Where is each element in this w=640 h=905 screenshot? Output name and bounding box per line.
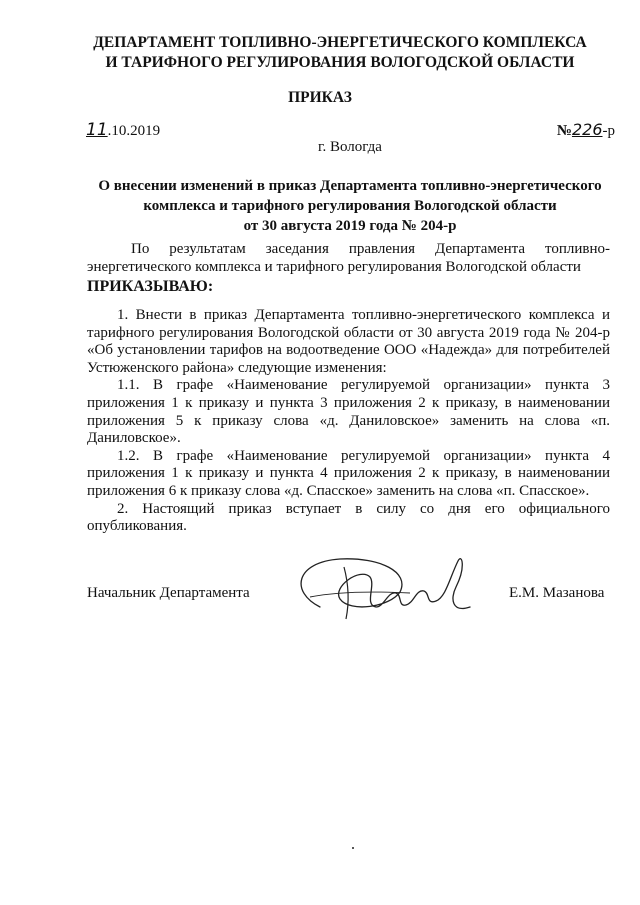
subject-line-2: комплекса и тарифного регулирования Вологодской области <box>143 198 557 214</box>
department-header <box>60 33 620 73</box>
preamble-block <box>87 241 610 296</box>
preamble-text: По результатам заседания правления Департамента топливно-энергетического комплекса и тарифного регулирования Вологодской области <box>87 241 610 275</box>
item-1: 1. Внести в приказ Департамента топливно-энергетического комплекса и тарифного регулирования Вологодской области от 30 августа 2019 года № 204-р «Об установлении тарифов на водоотведение ООО «Надежда» для потребителей Устюженского района» следующие изменения: <box>87 307 610 376</box>
header-line-1: ДЕПАРТАМЕНТ ТОПЛИВНО-ЭНЕРГЕТИЧЕСКОГО КОМПЛЕКСА <box>93 34 587 51</box>
city: г. Вологда <box>318 139 382 155</box>
date-day-handwritten: 11 <box>86 120 108 140</box>
number-handwritten: 226 <box>571 120 603 139</box>
order-items <box>87 307 610 536</box>
signatory-position: Начальник Департамента <box>87 585 250 601</box>
handwritten-signature <box>280 547 480 627</box>
date-month-year: .10.2019 <box>107 123 161 139</box>
header-line-2: И ТАРИФНОГО РЕГУЛИРОВАНИЯ ВОЛОГОДСКОЙ ОБЛАСТИ <box>105 54 575 71</box>
order-date <box>86 120 160 140</box>
item-2: 2. Настоящий приказ вступает в силу со дня его официального опубликования. <box>87 500 610 535</box>
number-sign: № <box>556 123 572 139</box>
order-number <box>557 120 615 140</box>
order-title: ПРИКАЗ <box>288 89 352 106</box>
page-mark <box>352 847 354 849</box>
signatory-name: Е.М. Мазанова <box>509 585 605 601</box>
number-suffix: -р <box>602 123 615 139</box>
order-subject <box>60 176 640 236</box>
item-1-1: 1.1. В графе «Наименование регулируемой организации» пункта 3 приложения 1 к приказу и пункта 3 приложения 2 к приказу, в наименовании приложения 5 к приказу слова «д. Даниловское» заменить на слова «п. Даниловское». <box>87 377 610 447</box>
decree-word: ПРИКАЗЫВАЮ: <box>87 278 214 296</box>
subject-line-1: О внесении изменений в приказ Департамента топливно-энергетического <box>98 178 602 194</box>
item-1-2: 1.2. В графе «Наименование регулируемой организации» пункта 4 приложения 1 к приказу и пункта 4 приложения 2 к приказу, в наименовании приложения 6 к приказу слова «д. Спасское» заменить на слова «п. Спасское». <box>87 447 610 499</box>
subject-line-3: от 30 августа 2019 года № 204-р <box>243 218 457 234</box>
